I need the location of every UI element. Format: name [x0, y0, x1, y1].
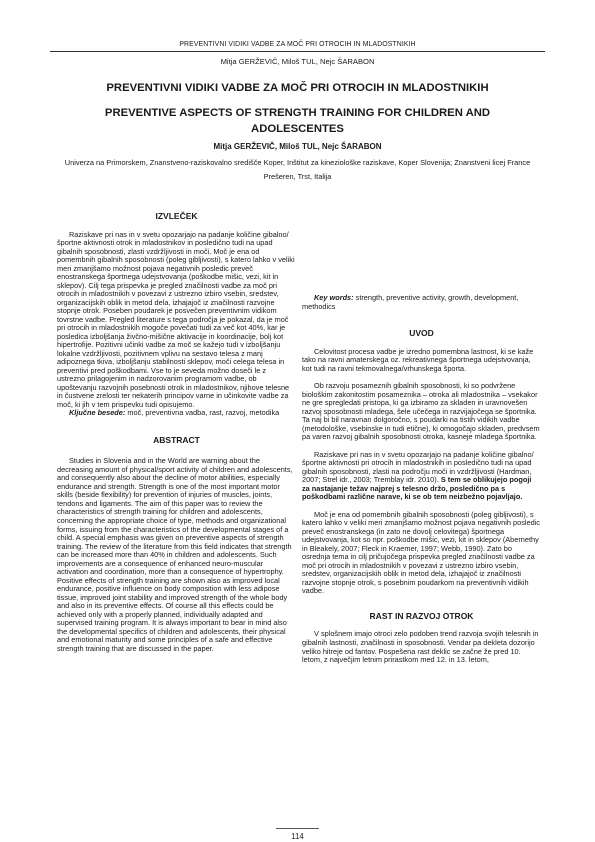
- title-slovene: PREVENTIVNI VIDIKI VADBE ZA MOČ PRI OTROCIH IN MLADOSTNIKIH: [106, 82, 489, 94]
- uvod-paragraph-3-bold: S tem se oblikujejo pogoji za nastajanje težav najprej s telesno držo, posledično pa s poškodbami različne narave, ki se ob tem neizbežno pojavljajo.: [302, 475, 532, 502]
- uvod-paragraph-4: Moč je ena od pomembnih gibalnih sposobnosti (poleg gibljivosti), s katero lahko v veliki meri zmanjšamo možnost pojava negativnih posledic preveč enostranskega (in zato ne dovolj celovitega) športnega udejstvovanja, kot so npr. poškodbe mišic, vezi, kit in sklepov (Abernethy in Bleakely, 2007; Fleck in Kraemer, 1997; Webb, 1990). Zato bo osrednja tema in cilj pričujočega prispevka pregled značilnosti vadbe za moč pri otrocih in mladostnikih v povezavi z ustrezno izbiro vsebin, sredstev, organizacijskih oblik in metod dela, izhajajoč iz značilnosti razvojne stopnje otrok, s posebnim poudarkom na preventivnih vidikih vadbe.: [302, 509, 540, 596]
- uvod-paragraph-2: Ob razvoju posameznih gibalnih sposobnosti, ki so podvržene biološkim zakonitostim posameznika – otroka ali mladostnika – vsekakor ne gre spregledati pristopa, ki ga izbiramo za skladen in uravnovešen razvoj sposobnosti mladega, šele učečega in razvijajočega se športnika. Ta naj bi bil naravnan dolgoročno, s poudarki na tistih vidikih vadbe (metodološke, vsebinske in tudi etične), ki omogočajo skladen, predvsem pa varen razvoj gibalnih sposobnosti otroka, kasneje mladega športnika.: [302, 381, 540, 442]
- keywords-label-en: Key words:: [314, 293, 354, 302]
- left-column: [57, 212, 296, 653]
- right-column: [302, 212, 541, 665]
- author-list: Mitja GERŽEVIČ, Miloš TUL, Nejc ŠARABON: [213, 142, 382, 151]
- affiliation: Univerza na Primorskem, Znanstveno-raziskovalno središče Koper, Inštitut za kineziološke raziskave, Koper Slovenija; Znanstveni licej France Prešeren, Trst, Italija: [64, 158, 531, 181]
- abstract-heading: ABSTRACT: [153, 434, 200, 445]
- uvod-paragraph-3: [302, 451, 541, 502]
- uvod-heading: UVOD: [409, 328, 434, 339]
- izvlecek-keywords: [57, 409, 296, 418]
- page-number: 114: [291, 832, 304, 841]
- rast-paragraph-1: V splošnem imajo otroci zelo podoben trend razvoja svojih telesnih in gibalnih lastnosti, značilnosti in sposobnosti. Vendar pa dekleta dozorijo veliko hitreje od fantov. Pospešena rast deklic se začne že pred 10. letom, z največjim letnim prirastkom med 12. in 13. letom,: [302, 629, 539, 665]
- keywords-en: strength, preventive activity, growth, development, methodics: [302, 293, 519, 311]
- keywords-sl: moč, preventivna vadba, rast, razvoj, metodika: [127, 408, 280, 418]
- title-english: PREVENTIVE ASPECTS OF STRENGTH TRAINING FOR CHILDREN AND ADOLESCENTES: [104, 107, 491, 135]
- running-head: PREVENTIVNI VIDIKI VADBE ZA MOČ PRI OTROCIH IN MLADOSTNIKIH: [50, 41, 545, 52]
- abstract-text: Studies in Slovenia and in the World are warning about the decreasing amount of physical/sport activity of children and adolescents, and consequently also about the decline of motor abilities, especially endurance and strength. Strength is one of the most important motor skills (beside flexibility) for prevention of injuries of muscles, joints, tendons and ligaments. The aim of this paper was to review the characteristics of strength training for children and adolescents, concerning the appropriate choice of type, methods and organizational forms, issuing from the characteristics of the developmental stages of a child. A special emphasis was given on preventive aspects of strength training. The review of the literature from this field indicates that strength can be increased more than 40% in children and adolescents. Such improvements are a consequence of enhanced neuro-muscular activation and coordination, more than a consequence of hypertrophy. Positive effects of strength training are shown also as improved local endurance, positive influence on body composition with less adipose tissue, improved joint stability and improved strength of the whole body and also in its preventive effects. Of course all this effects could be achieved only with a properly planned, individually adapted and supervised training program. It is always important to bear in mind also the developmental specifics of children and adolescents, their physical and emotional maturity and some principles of a safe and effective strength training that are discussed in the paper.: [57, 456, 293, 653]
- abstract-keywords: [302, 294, 541, 311]
- keywords-label-sl: Ključne besede:: [69, 408, 126, 418]
- running-authors: Mitja GERŽEVIČ, Miloš TUL, Nejc ŠARABON: [220, 57, 375, 66]
- izvlecek-heading: IZVLEČEK: [155, 211, 198, 221]
- uvod-paragraph-1: Celovitost procesa vadbe je izredno pomembna lastnost, ki se kaže tako na ravni amaterskega oz. rekreativnega športnega udejstvovanja, kot tudi na ravni tekmovalnega/vrhunskega športa.: [302, 346, 534, 373]
- footer-rule: [276, 828, 319, 829]
- uvod-paragraph-3-text: Raziskave pri nas in v svetu opozarjajo na padanje količine gibalno/športne aktivnosti pri otrocih in mladostnikih in posledično tudi na upad gibalnih sposobnosti, zlasti na področju moči in vzdržljivosti (Hardman, 2007; Strel idr., 2003; Tremblay idr. 2010).: [302, 449, 534, 485]
- rast-heading: RAST IN RAZVOJ OTROK: [369, 610, 474, 621]
- izvlecek-text: Raziskave pri nas in v svetu opozarjajo na padanje količine gibalno/športne aktivnosti otrok in mladostnikov in posledično tudi na upad gibalnih sposobnosti, zlasti vzdržljivosti in moči. Moč je ena od pomembnih gibalnih sposobnosti (poleg gibljivosti), s katero lahko v veliki meri zmanjšamo možnost pojava negativnih posledic preveč enostranskega športnega udejstvovanja (poškodbe mišic, vezi, kit in sklepov). Cilj tega prispevka je pregled značilnosti vadbe za moč pri otrocih in mladostnikih v povezavi z ustrezno izbiro vsebin, sredstev, organizacijskih oblik in metod dela, izhajajoč iz značilnosti razvojne stopnje otrok. Poseben poudarek je posvečen preventivnim vidikom tovrstne vadbe. Pregled literature s tega področja je pokazal, da je moč pri otrocih in mladostnikih mogoče povečati tudi za več kot 40%, kar je posledica izboljšanja živčno-mišične aktivacije in koordinacije, bolj kot hipertrofije. Pozitivni učinki vadbe za moč se kažejo tudi v izboljšanju lokalne vzdržljivosti, pozitivnem vplivu na sestavo telesa z manj adipoznega tkiva, izboljšanju stabilnosti sklepov, moči celega telesa in preventivi pred poškodbami. Vse to je seveda možno doseči le z ustrezno prilagojenim in nadzorovanim programom vadbe, ob upoštevanju razvojnih posebnosti otrok in mladostnikov, njihove telesne in čustvene zrelosti ter nekaterih principov varne in učinkovite vadbe za moč, ki jih v tem prispevku tudi opisujemo.: [57, 229, 295, 409]
